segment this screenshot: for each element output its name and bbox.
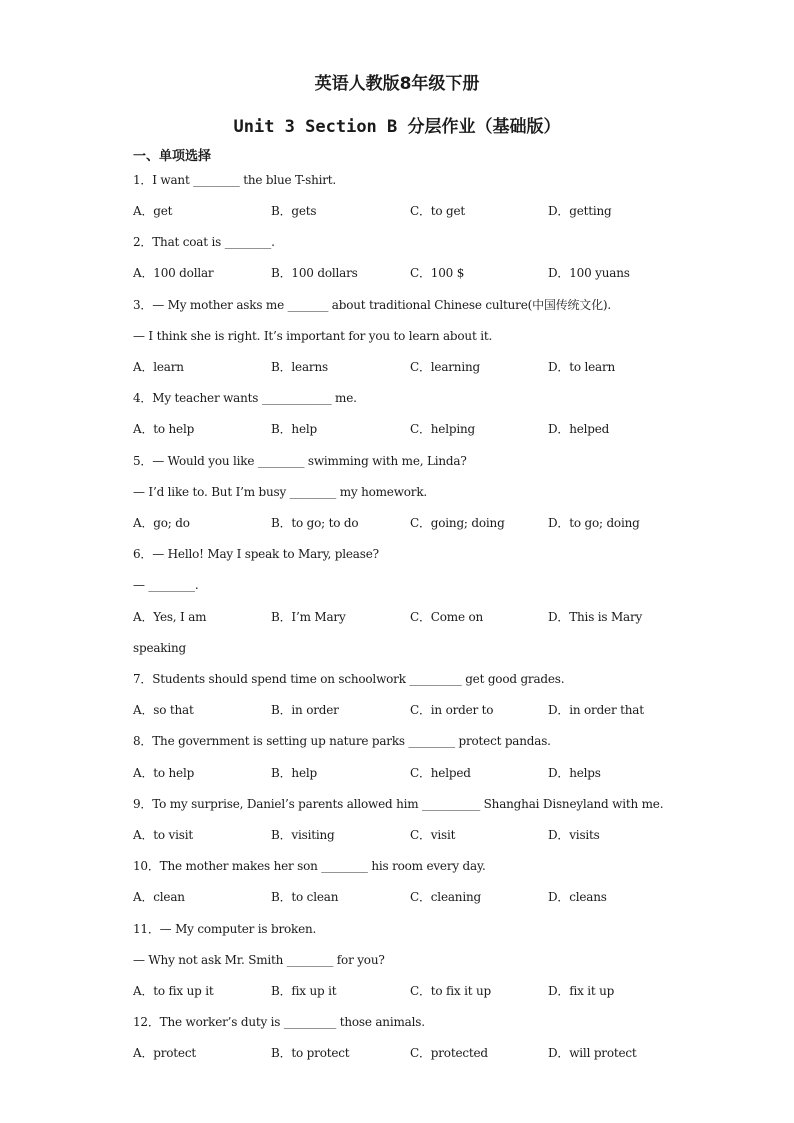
question-8-options	[133, 766, 773, 780]
option-c: C．helping	[410, 422, 475, 436]
option-b: B．I’m Mary	[271, 610, 346, 624]
question-4-stem: 4．My teacher wants ____________ me.	[133, 391, 357, 405]
question-10-options	[133, 890, 773, 904]
question-10-stem: 10．The mother makes her son ________ his room every day.	[133, 859, 486, 873]
option-b: B．fix up it	[271, 984, 337, 998]
question-7-options	[133, 703, 773, 717]
option-d: D．will protect	[548, 1046, 637, 1060]
option-a: A．100 dollar	[133, 266, 214, 280]
question-3-response: — I think she is right. It’s important for you to learn about it.	[133, 329, 493, 343]
option-c: C．100 $	[410, 266, 465, 280]
question-12-options	[133, 1046, 773, 1060]
question-9-stem: 9．To my surprise, Daniel’s parents allowed him __________ Shanghai Disneyland with me.	[133, 797, 664, 811]
option-a: A．learn	[133, 360, 184, 374]
option-b: B．help	[271, 766, 317, 780]
option-a: A．Yes, I am	[133, 610, 207, 624]
option-d: D．in order that	[548, 703, 644, 717]
option-b: B．help	[271, 422, 317, 436]
option-d: D．helps	[548, 766, 601, 780]
question-3-options	[133, 360, 773, 374]
option-a: A．so that	[133, 703, 194, 717]
option-b: B．learns	[271, 360, 328, 374]
question-11-stem: 11．— My computer is broken.	[133, 922, 317, 936]
option-b: B．100 dollars	[271, 266, 358, 280]
option-c: C．protected	[410, 1046, 488, 1060]
option-c: C．going; doing	[410, 516, 505, 530]
option-c: C．to fix it up	[410, 984, 491, 998]
option-d: D．This is Mary	[548, 610, 643, 624]
question-2-options	[133, 266, 773, 280]
question-2-stem: 2．That coat is ________.	[133, 235, 275, 249]
question-3-stem: 3．— My mother asks me _______ about traditional Chinese culture(中国传统文化).	[133, 298, 611, 312]
option-b: B．in order	[271, 703, 339, 717]
option-a: A．to fix up it	[133, 984, 214, 998]
option-c: C．visit	[410, 828, 456, 842]
option-a: A．to help	[133, 422, 195, 436]
option-d: D．to go; doing	[548, 516, 640, 530]
question-6-options	[133, 610, 773, 624]
option-a: A．get	[133, 204, 173, 218]
question-6-stem: 6．— Hello! May I speak to Mary, please?	[133, 547, 379, 561]
question-11-response: — Why not ask Mr. Smith ________ for you?	[133, 953, 385, 967]
question-5-options	[133, 516, 773, 530]
option-c: C．in order to	[410, 703, 494, 717]
option-d: D．getting	[548, 204, 612, 218]
option-d: D．helped	[548, 422, 610, 436]
option-a: A．protect	[133, 1046, 196, 1060]
question-6-response: — ________.	[133, 578, 199, 592]
question-12-stem: 12．The worker’s duty is _________ those animals.	[133, 1015, 425, 1029]
question-9-options	[133, 828, 773, 842]
document-subtitle: Unit 3 Section B 分层作业（基础版）	[233, 117, 561, 137]
question-1-stem: 1．I want ________ the blue T-shirt.	[133, 173, 337, 187]
option-c: C．learning	[410, 360, 480, 374]
question-5-response: — I’d like to. But I’m busy ________ my homework.	[133, 485, 428, 499]
question-11-options	[133, 984, 773, 998]
question-7-stem: 7．Students should spend time on schoolwork _________ get good grades.	[133, 672, 565, 686]
option-d: D．100 yuans	[548, 266, 630, 280]
option-b: B．visiting	[271, 828, 335, 842]
option-c: C．cleaning	[410, 890, 481, 904]
option-a: A．clean	[133, 890, 185, 904]
option-d: D．visits	[548, 828, 600, 842]
option-b: B．to go; to do	[271, 516, 359, 530]
section-heading: 一、单项选择	[133, 149, 212, 164]
option-a: A．to visit	[133, 828, 193, 842]
option-d: D．to learn	[548, 360, 616, 374]
option-b: B．to clean	[271, 890, 339, 904]
question-8-stem: 8．The government is setting up nature parks ________ protect pandas.	[133, 734, 551, 748]
document-title: 英语人教版8年级下册	[314, 74, 480, 94]
option-a: A．to help	[133, 766, 195, 780]
option-d: D．cleans	[548, 890, 607, 904]
question-4-options	[133, 422, 773, 436]
option-d-wrap: speaking	[133, 641, 187, 655]
option-b: B．gets	[271, 204, 317, 218]
question-1-options	[133, 204, 773, 218]
question-5-stem: 5．— Would you like ________ swimming with me, Linda?	[133, 454, 467, 468]
option-a: A．go; do	[133, 516, 190, 530]
option-c: C．Come on	[410, 610, 484, 624]
option-c: C．to get	[410, 204, 466, 218]
option-c: C．helped	[410, 766, 471, 780]
option-b: B．to protect	[271, 1046, 350, 1060]
option-d: D．fix it up	[548, 984, 615, 998]
